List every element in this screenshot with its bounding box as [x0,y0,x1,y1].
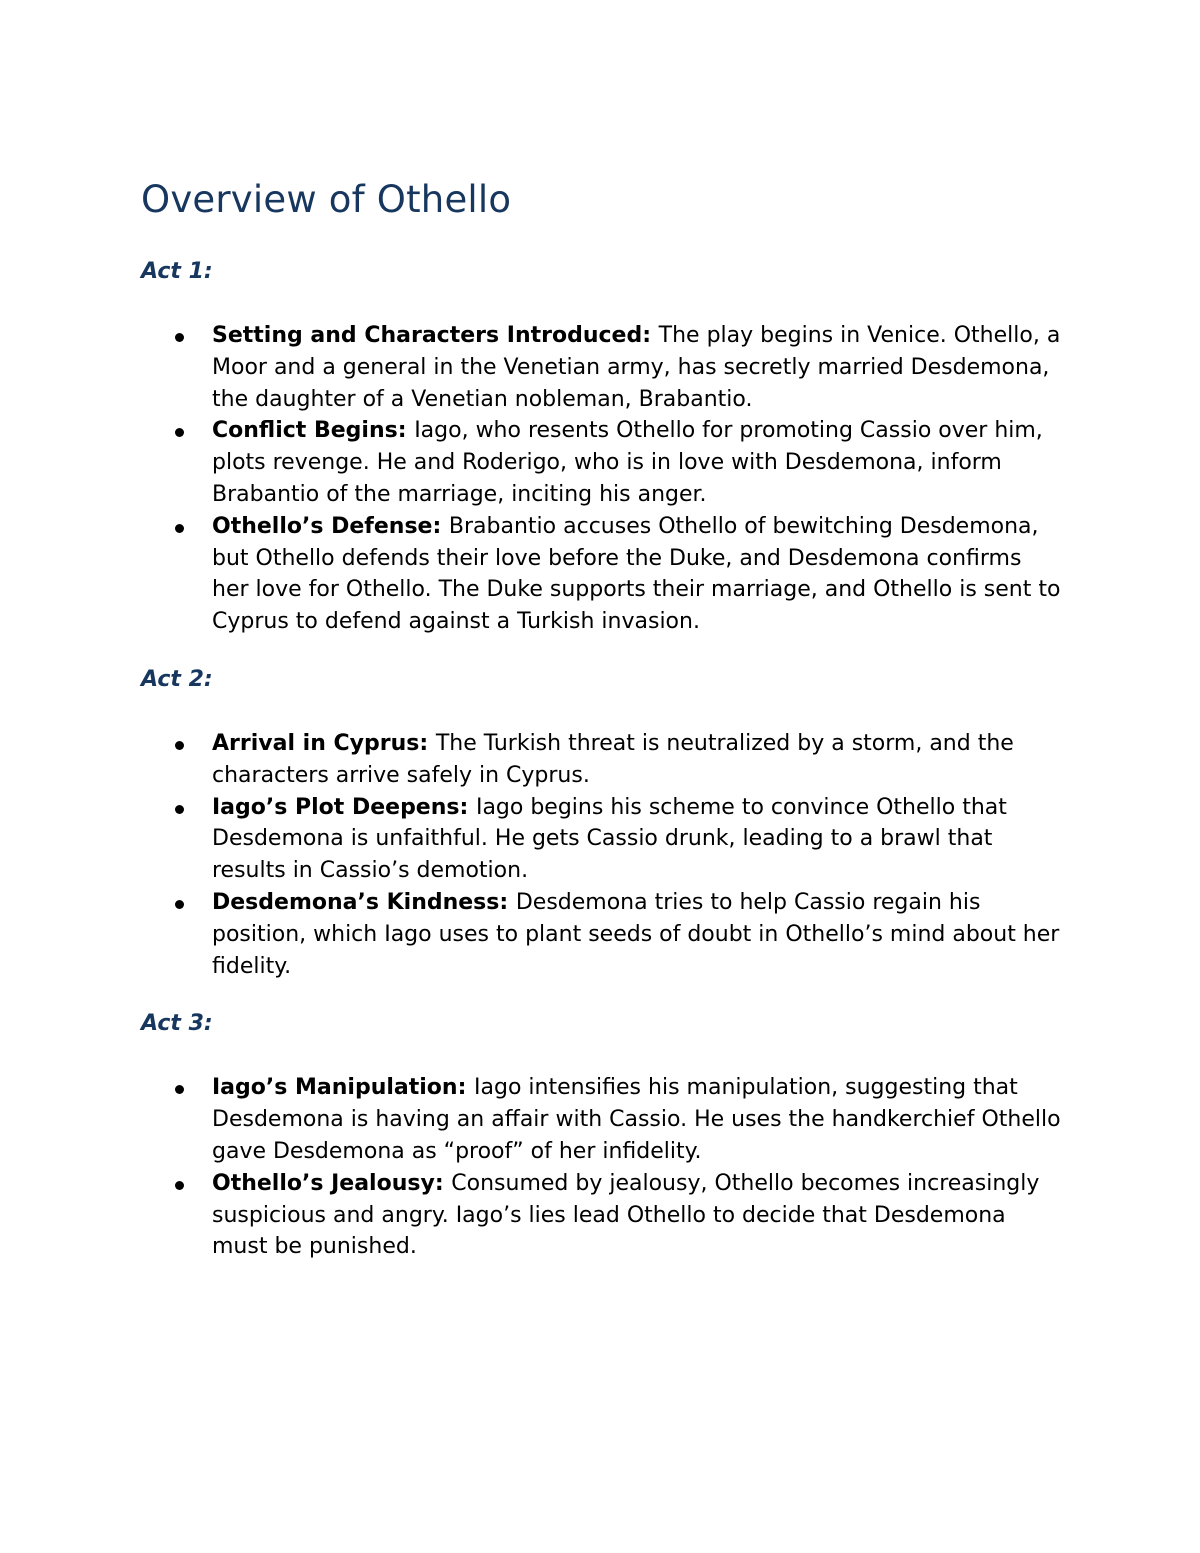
bullet-dot-icon [175,524,184,533]
act-bullet-list [141,728,1061,982]
act-section [141,666,1061,982]
item-term: Iago’s Plot Deepens: [212,794,476,820]
item-text: Iago, who resents Othello for promoting Cassio over him, plots revenge. He and Roderigo, who is in love with Desdemona, inform Brabantio of the marriage, inciting his anger. [212,418,1043,507]
act-section [141,1010,1061,1263]
list-item [141,728,1061,792]
bullet-dot-icon [175,1181,184,1190]
bullet-dot-icon [175,428,184,437]
act-heading: Act 3: [141,1011,213,1037]
item-text: Brabantio accuses Othello of bewitching Desdemona, but Othello defends their love before the Duke, and Desdemona confirms her love for Othello. The Duke supports their marriage, and Othello is sent to Cyprus to defend against a Turkish invasion. [212,513,1061,635]
item-text: Desdemona tries to help Cassio regain his position, which Iago uses to plant seeds of doubt in Othello’s mind about her fidelity. [212,889,1060,979]
item-term: Setting and Characters Introduced: [212,323,659,348]
document-content [141,176,1061,1263]
bullet-dot-icon [175,333,184,342]
item-text: Iago begins his scheme to convince Othello that Desdemona is unfaithful. He gets Cassio drunk, leading to a brawl that results in Cassio’s demotion. [212,794,1007,884]
item-text: Consumed by jealousy, Othello becomes increasingly suspicious and angry. Iago’s lies lead Othello to decide that Desdemona must be punished. [212,1170,1040,1260]
act-bullet-list [141,320,1061,638]
item-term: Desdemona’s Kindness: [212,889,516,915]
list-item [141,1072,1061,1167]
item-term: Othello’s Jealousy: [212,1170,452,1196]
list-item [141,511,1061,638]
act-heading: Act 1: [141,259,213,284]
list-item [141,415,1061,510]
item-text: The Turkish threat is neutralized by a storm, and the characters arrive safely in Cyprus. [212,730,1014,788]
list-item [141,320,1061,415]
item-term: Conflict Begins: [212,418,415,444]
bullet-dot-icon [175,805,184,814]
item-term: Arrival in Cyprus: [212,730,436,756]
act-bullet-list [141,1072,1061,1263]
list-item [141,792,1061,887]
list-item [141,1168,1061,1263]
item-text: Iago intensifies his manipulation, suggesting that Desdemona is having an affair with Cassio. He uses the handkerchief Othello gave Desdemona as “proof” of her infidelity. [212,1075,1061,1164]
bullet-dot-icon [175,741,184,750]
act-section [141,258,1061,638]
bullet-dot-icon [175,1085,184,1094]
item-text: The play begins in Venice. Othello, a Moor and a general in the Venetian army, has secretly married Desdemona, the daughter of a Venetian nobleman, Brabantio. [212,323,1061,412]
act-heading: Act 2: [141,666,213,692]
item-term: Othello’s Defense: [212,513,449,539]
item-term: Iago’s Manipulation: [212,1075,475,1101]
bullet-dot-icon [175,900,184,909]
document-title: Overview of Othello [141,178,512,221]
list-item [141,887,1061,982]
